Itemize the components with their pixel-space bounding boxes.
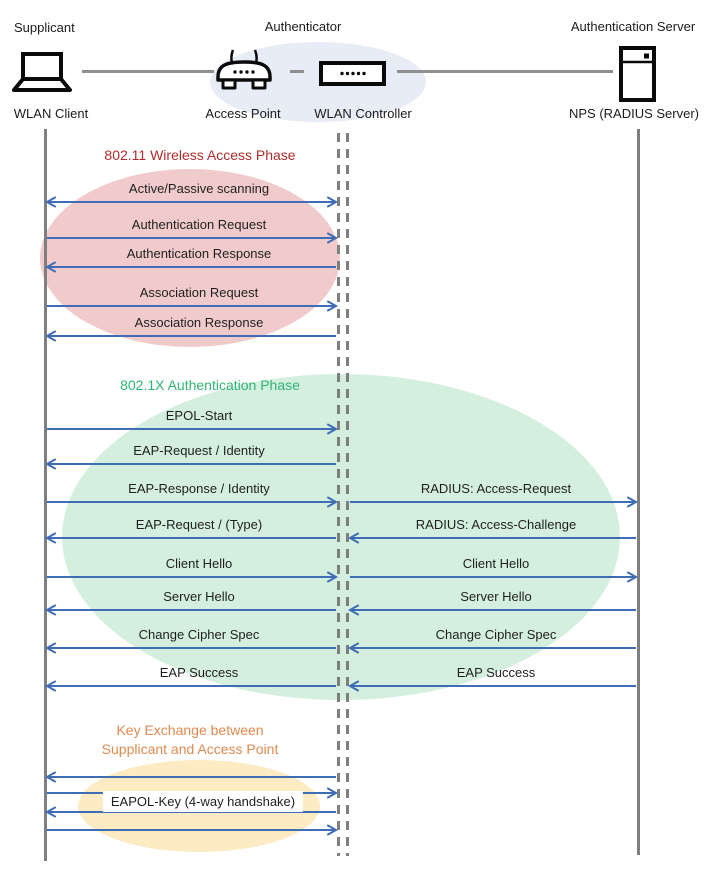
server-icon xyxy=(619,46,656,103)
message-label: Client Hello xyxy=(165,556,233,571)
message-label: EAP-Request / (Type) xyxy=(135,517,263,532)
message-label: Change Cipher Spec xyxy=(138,627,260,642)
message-label: EAP Success xyxy=(456,665,536,680)
message-label: Server Hello xyxy=(460,589,532,604)
message-label: Authentication Request xyxy=(131,217,267,232)
lifeline-radius-server xyxy=(637,129,640,855)
device-label-wlan-client: WLAN Client xyxy=(13,106,89,121)
access-point-icon xyxy=(214,48,274,94)
authentication-phase-title: 802.1X Authentication Phase xyxy=(120,377,300,393)
role-label-authenticator: Authenticator xyxy=(264,19,342,34)
message-label: EPOL-Start xyxy=(165,408,233,423)
message-label: EAP-Response / Identity xyxy=(128,481,270,496)
device-label-nps-radius-server: NPS (RADIUS Server) xyxy=(568,106,700,121)
lifeline-wlan-client xyxy=(44,129,47,861)
device-label-access-point: Access Point xyxy=(205,106,281,121)
message-label: Client Hello xyxy=(462,556,530,571)
lifeline-wlan-controller-left xyxy=(337,133,340,856)
message-label: Change Cipher Spec xyxy=(435,627,557,642)
message-label: EAP-Request / Identity xyxy=(133,443,265,458)
lifeline-wlan-controller-right xyxy=(346,133,349,856)
message-label: EAP Success xyxy=(159,665,239,680)
message-label: EAPOL-Key (4-way handshake) xyxy=(103,791,303,812)
role-label-authentication-server: Authentication Server xyxy=(570,19,696,34)
message-label: RADIUS: Access-Request xyxy=(420,481,572,496)
message-label: Authentication Response xyxy=(126,246,272,261)
role-label-supplicant: Supplicant xyxy=(14,20,75,35)
message-label: Association Response xyxy=(134,315,264,330)
message-label: Server Hello xyxy=(163,589,235,604)
message-label: Association Request xyxy=(139,285,259,300)
connector-line-ap-controller xyxy=(290,70,304,73)
wireless-access-phase-title: 802.11 Wireless Access Phase xyxy=(104,147,296,163)
authentication-phase-ellipse xyxy=(62,374,620,700)
wlan-controller-icon xyxy=(319,61,386,86)
device-label-wlan-controller: WLAN Controller xyxy=(314,106,412,121)
message-label: Active/Passive scanning xyxy=(128,181,270,196)
laptop-icon xyxy=(12,52,72,94)
message-label: RADIUS: Access-Challenge xyxy=(415,517,577,532)
connector-line-controller-server xyxy=(397,70,613,73)
connector-line-client-ap xyxy=(82,70,214,73)
key-exchange-phase-title: Key Exchange between Supplicant and Access Point xyxy=(101,722,279,757)
